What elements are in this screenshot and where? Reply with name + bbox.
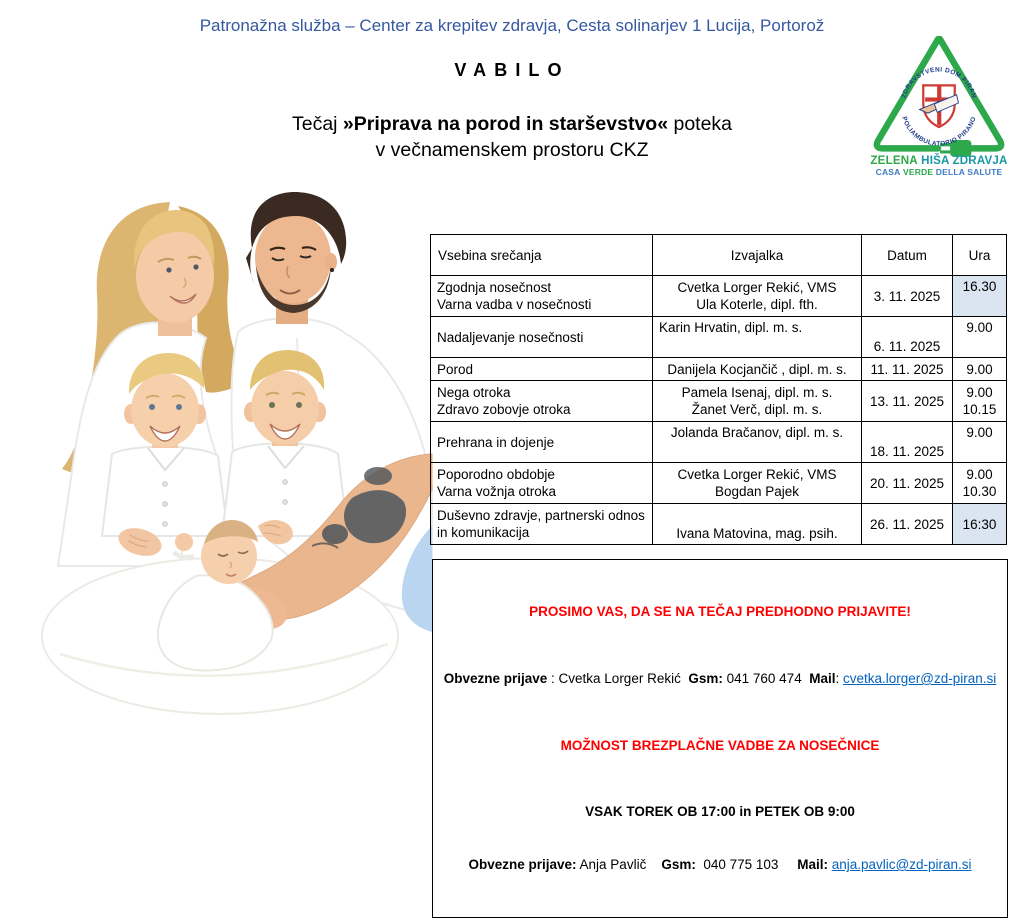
family-photo xyxy=(0,186,432,716)
schedule-row xyxy=(431,504,1007,545)
col-header-topic: Vsebina srečanja xyxy=(431,235,653,276)
page-title: VABILO xyxy=(454,60,570,80)
date-cell: 3. 11. 2025 xyxy=(862,276,953,317)
time-cell: 16:30 xyxy=(953,504,1007,545)
registration-contact-2 xyxy=(439,856,1001,873)
performer-cell: Karin Hrvatin, dipl. m. s. xyxy=(653,317,862,358)
date-cell: 18. 11. 2025 xyxy=(862,422,953,463)
register-warning: PROSIMO VAS, DA SE NA TEČAJ PREDHODNO PRIJAVITE! xyxy=(529,604,911,619)
col-header-performer: Izvajalka xyxy=(653,235,862,276)
schedule-row xyxy=(431,381,1007,422)
schedule-row xyxy=(431,422,1007,463)
reg2-phone: 040 775 103 xyxy=(695,857,779,872)
topic-cell: Prehrana in dojenje xyxy=(431,422,653,463)
schedule-row xyxy=(431,358,1007,381)
performer-cell: Pamela Isenaj, dipl. m. s. Žanet Verč, dipl. m. s. xyxy=(653,381,862,422)
topic-cell: Zgodnja nosečnost Varna vadba v nosečnosti xyxy=(431,276,653,317)
reg2-contact-name: Anja Pavlič xyxy=(576,857,647,872)
reg2-email-link[interactable]: anja.pavlic@zd-piran.si xyxy=(831,857,972,872)
schedule-row xyxy=(431,463,1007,504)
performer-cell: Ivana Matovina, mag. psih. xyxy=(653,504,862,545)
date-cell: 11. 11. 2025 xyxy=(862,358,953,381)
date-cell: 20. 11. 2025 xyxy=(862,463,953,504)
time-cell: 9.00 10.15 xyxy=(953,381,1007,422)
time-cell: 9.00 10.30 xyxy=(953,463,1007,504)
col-header-time: Ura xyxy=(953,235,1007,276)
logo-wordmark-sl: ZELENA HIŠA ZDRAVJA xyxy=(870,155,1008,168)
time-cell: 16.30 xyxy=(953,276,1007,317)
shield-icon xyxy=(920,85,959,127)
date-cell: 6. 11. 2025 xyxy=(862,317,953,358)
intro-suffix: poteka xyxy=(668,113,733,135)
time-cell: 9.00 xyxy=(953,422,1007,463)
col-header-date: Datum xyxy=(862,235,953,276)
registration-notice-box xyxy=(432,559,1008,918)
time-cell: 9.00 xyxy=(953,358,1007,381)
performer-cell: Cvetka Lorger Rekić, VMS Bogdan Pajek xyxy=(653,463,862,504)
performer-cell: Cvetka Lorger Rekić, VMS Ula Koterle, dipl. fth. xyxy=(653,276,862,317)
time-cell: 9.00 xyxy=(953,317,1007,358)
performer-cell: Jolanda Bračanov, dipl. m. s. xyxy=(653,422,862,463)
topic-cell: Porod xyxy=(431,358,653,381)
ring-text-bottom: POLIAMBULATORIO PIRANO xyxy=(900,115,978,148)
registration-contact-1: Obvezne prijave : Cvetka Lorger Rekić Gsm: 041 760 474 Mail: cvetka.lorger@zd-piran.si xyxy=(443,671,997,686)
exercise-schedule: VSAK TOREK OB 17:00 in PETEK OB 9:00 xyxy=(585,804,855,819)
clinic-emblem xyxy=(900,66,977,147)
topic-cell: Nadaljevanje nosečnosti xyxy=(431,317,653,358)
schedule-row xyxy=(431,276,1007,317)
intro-line-2: v večnamenskem prostoru CKZ xyxy=(375,139,649,161)
reg1-email-link[interactable]: cvetka.lorger@zd-piran.si xyxy=(843,671,997,686)
date-cell: 13. 11. 2025 xyxy=(862,381,953,422)
reg1-gsm-label: Gsm: xyxy=(688,671,723,686)
clinic-logo xyxy=(854,28,1024,178)
free-exercise-note: MOŽNOST BREZPLAČNE VADBE ZA NOSEČNICE xyxy=(560,738,880,753)
reg2-mail-label: Mail: xyxy=(797,857,828,872)
reg1-phone: 041 760 474 xyxy=(722,671,802,686)
reg1-contact-name: Cvetka Lorger Rekić xyxy=(558,671,681,686)
clinic-address-header: Patronažna služba – Center za krepitev zdravja, Cesta solinarjev 1 Lucija, Portorož xyxy=(199,16,825,35)
topic-cell: Poporodno obdobje Varna vožnja otroka xyxy=(431,463,653,504)
performer-cell: Danijela Kocjančič , dipl. m. s. xyxy=(653,358,862,381)
topic-cell: Nega otroka Zdravo zobovje otroka xyxy=(431,381,653,422)
reg1-mail-label: Mail xyxy=(809,671,836,686)
reg2-label: Obvezne prijave: xyxy=(468,857,577,872)
schedule-header-row xyxy=(431,235,1007,276)
reg2-gsm-label: Gsm: xyxy=(661,857,696,872)
ring-text-top: ZDRAVSTVENI DOM PIRAN xyxy=(900,66,978,100)
schedule-table xyxy=(430,234,1007,545)
logo-wordmark-it: CASA VERDE DELLA SALUTE xyxy=(875,167,1003,178)
date-cell: 26. 11. 2025 xyxy=(862,504,953,545)
reg1-label: Obvezne prijave xyxy=(443,671,548,686)
schedule-row xyxy=(431,317,1007,358)
intro-prefix: Tečaj xyxy=(291,113,343,135)
topic-cell: Duševno zdravje, partnerski odnos in komunikacija xyxy=(431,504,653,545)
course-name: »Priprava na porod in starševstvo« xyxy=(342,113,669,135)
